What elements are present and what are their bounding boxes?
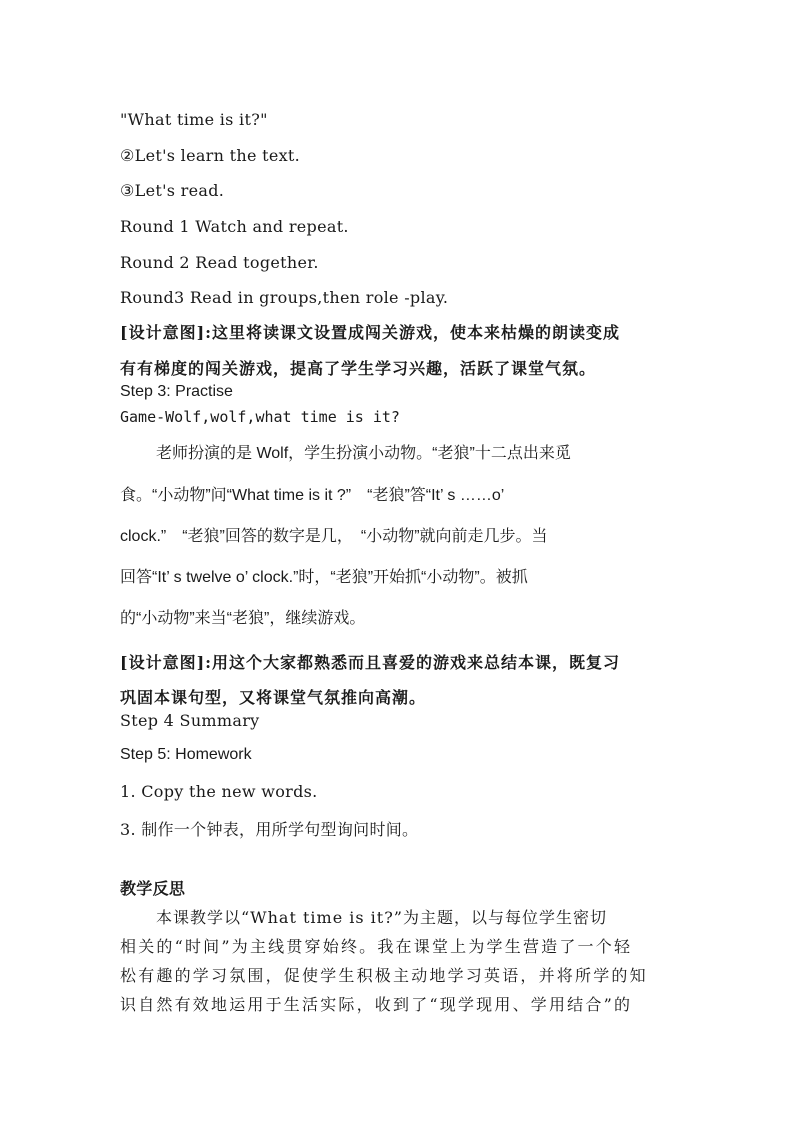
reflection-heading: 教学反思 <box>120 879 186 898</box>
step5-heading: Step 5: Homework <box>120 746 252 763</box>
reflection-line-1: 本课教学以“What time is it?”为主题，以与每位学生密切 <box>156 908 607 927</box>
round3-line: Round3 Read in groups,then role -play. <box>120 288 449 307</box>
design-intent-2a: [设计意图]:用这个大家都熟悉而且喜爱的游戏来总结本课，既复习 <box>120 653 621 672</box>
homework-item-1: 1. Copy the new words. <box>120 782 318 801</box>
step4-heading: Step 4 Summary <box>120 711 260 730</box>
game-desc-4: 回答“It’ s twelve o’ clock.”时，“老狼”开始抓“小动物”。被抓 <box>120 569 528 586</box>
reflection-line-3: 松有趣的学习氛围，促使学生积极主动地学习英语，并将所学的知 <box>120 966 648 985</box>
game-desc-5: 的“小动物”来当“老狼”，继续游戏。 <box>120 610 366 627</box>
reflection-line-2: 相关的“时间”为主线贯穿始终。我在课堂上为学生营造了一个轻 <box>120 937 633 956</box>
game-desc-1: 老师扮演的是 Wolf，学生扮演小动物。“老狼”十二点出来觅 <box>156 445 571 462</box>
homework-item-3: 3. 制作一个钟表，用所学句型询问时间。 <box>120 820 419 839</box>
quote-line: "What time is it?" <box>120 110 268 129</box>
read-line: ③Let's read. <box>120 181 225 200</box>
step3-heading: Step 3: Practise <box>120 383 233 400</box>
design-intent-2b: 巩固本课句型，又将课堂气氛推向高潮。 <box>120 688 427 707</box>
round2-line: Round 2 Read together. <box>120 253 319 272</box>
learn-text-line: ②Let's learn the text. <box>120 146 301 165</box>
reflection-line-4: 识自然有效地运用于生活实际，收到了“现学现用、学用结合”的 <box>120 995 633 1014</box>
design-intent-1a: [设计意图]:这里将读课文设置成闯关游戏，使本来枯燥的朗读变成 <box>120 323 621 342</box>
round1-line: Round 1 Watch and repeat. <box>120 217 349 236</box>
game-title: Game-Wolf,wolf,what time is it? <box>120 408 400 426</box>
design-intent-1b: 有有梯度的闯关游戏，提高了学生学习兴趣，活跃了课堂气氛。 <box>120 359 597 378</box>
game-desc-2: 食。“小动物”问“What time is it ?” “老狼”答“It’ s ……o’ <box>120 487 505 504</box>
game-desc-3: clock.” “老狼”回答的数字是几， “小动物”就向前走几步。当 <box>120 528 548 545</box>
